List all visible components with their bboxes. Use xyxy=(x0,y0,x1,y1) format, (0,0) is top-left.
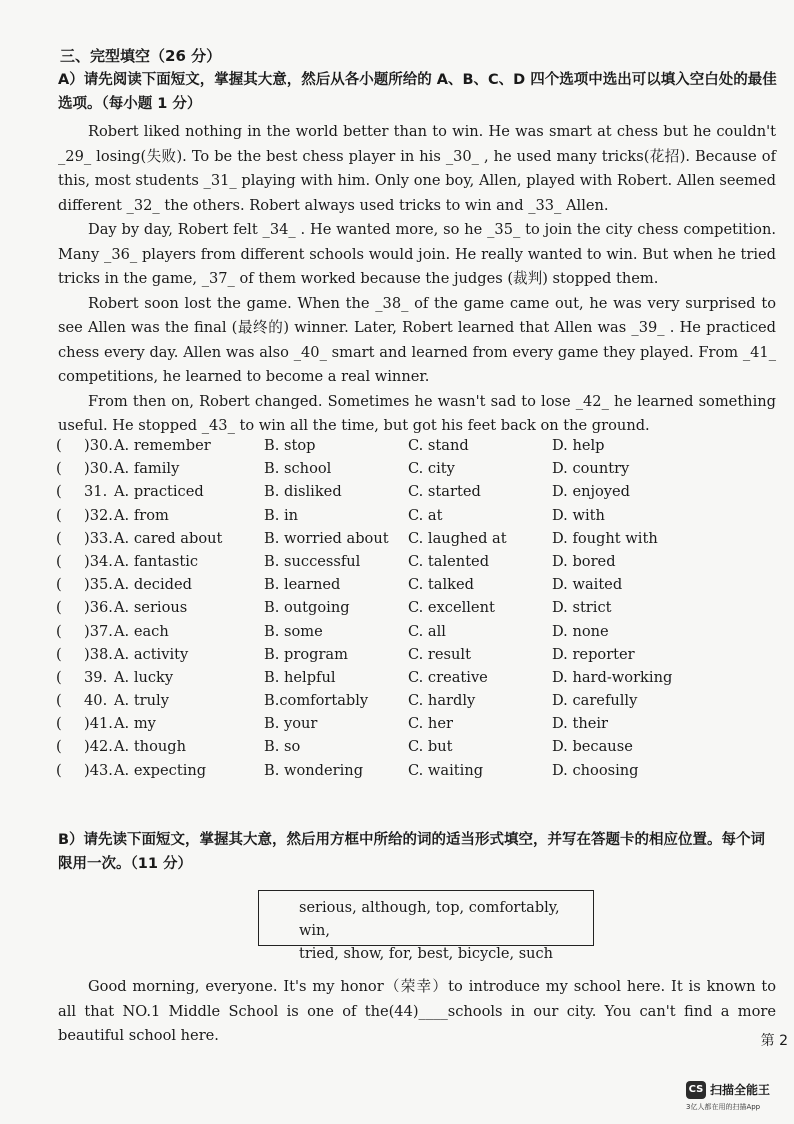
question-number: )41. xyxy=(84,715,113,733)
question-row xyxy=(56,437,776,460)
option-b: B. in xyxy=(264,506,299,524)
option-d: D. strict xyxy=(552,599,612,617)
page-marker: 第 2 xyxy=(760,1033,788,1049)
word-box-line: tried, show, for, best, bicycle, such xyxy=(299,946,553,962)
option-d: D. country xyxy=(552,460,630,478)
option-b: B. disliked xyxy=(264,483,342,501)
answer-bracket: ( xyxy=(56,715,62,733)
option-a: A. my xyxy=(114,715,156,733)
option-c: C. talked xyxy=(408,576,474,594)
option-c: C. hardly xyxy=(408,692,476,710)
option-d: D. because xyxy=(552,738,633,756)
option-b: B. outgoing xyxy=(264,599,350,617)
passage-paragraph: Day by day, Robert felt _34_ . He wanted more, so he _35_ to join the city chess competition. Many _36_ players from different schools would join. He really wanted to win. But when he tried tricks in the game, _37_ of them worked because the judges (裁判) stopped them. xyxy=(58,221,776,287)
option-b: B. school xyxy=(264,460,332,478)
answer-bracket: ( xyxy=(56,576,62,594)
option-a: A. decided xyxy=(114,576,192,594)
question-row xyxy=(56,460,776,483)
option-b: B. helpful xyxy=(264,668,336,686)
option-a: A. cared about xyxy=(114,529,223,547)
question-row xyxy=(56,738,776,761)
question-row xyxy=(56,692,776,715)
answer-bracket: ( xyxy=(56,668,62,686)
question-row xyxy=(56,646,776,669)
option-a: A. practiced xyxy=(114,483,204,501)
question-row xyxy=(56,762,776,785)
answer-bracket: ( xyxy=(56,622,62,640)
option-d: D. carefully xyxy=(552,692,638,710)
passage-paragraph: Robert liked nothing in the world better than to win. He was smart at chess but he couldn't _29_ losing(失败). To be the best chess player in his _30_ , he used many tricks(花招). Because of this, most students _31_ playing with him. Only one boy, Allen, played with Robert. Allen seemed different _32_ the others. Robert always used tricks to win and _33_ Allen. xyxy=(58,123,776,214)
question-number: )30. xyxy=(84,460,113,478)
option-c: C. excellent xyxy=(408,599,495,617)
answer-bracket: ( xyxy=(56,529,62,547)
part-a-passage xyxy=(58,120,776,439)
option-d: D. fought with xyxy=(552,529,658,547)
option-a: A. serious xyxy=(114,599,188,617)
question-number: )33. xyxy=(84,529,113,547)
question-row xyxy=(56,530,776,553)
option-a: A. remember xyxy=(114,437,211,454)
question-number: 31. xyxy=(84,483,108,501)
question-number: )35. xyxy=(84,576,113,594)
question-number: )43. xyxy=(84,761,113,779)
option-d: D. waited xyxy=(552,576,623,594)
option-d: D. help xyxy=(552,437,605,454)
option-c: C. stand xyxy=(408,437,469,454)
option-a: A. activity xyxy=(114,645,189,663)
option-c: C. all xyxy=(408,622,446,640)
option-a: A. family xyxy=(114,460,180,478)
scanner-logo-icon: CS xyxy=(686,1081,706,1099)
question-row xyxy=(56,507,776,530)
part-b-passage xyxy=(58,975,776,1049)
option-b: B. learned xyxy=(264,576,341,594)
passage-paragraph: From then on, Robert changed. Sometimes he wasn't sad to lose _42_ he learned something useful. He stopped _43_ to win all the time, but got his feet back on the ground. xyxy=(58,392,776,434)
question-number: )36. xyxy=(84,599,113,617)
option-a: A. lucky xyxy=(114,668,174,686)
option-c: C. her xyxy=(408,715,453,733)
option-c: C. city xyxy=(408,460,455,478)
option-d: D. none xyxy=(552,622,609,640)
answer-bracket: ( xyxy=(56,692,62,710)
answer-bracket: ( xyxy=(56,645,62,663)
option-d: D. hard-working xyxy=(552,668,673,686)
option-b: B.comfortably xyxy=(264,692,369,710)
option-c: C. started xyxy=(408,483,481,501)
option-a: A. though xyxy=(114,738,187,756)
answer-bracket: ( xyxy=(56,738,62,756)
option-b: B. successful xyxy=(264,552,361,570)
scanner-name: 扫描全能王 xyxy=(710,1083,771,1097)
question-number: )30. xyxy=(84,437,113,454)
option-b: B. your xyxy=(264,715,318,733)
part-a-instruction: A）请先阅读下面短文，掌握其大意，然后从各小题所给的 A、B、C、D 四个选项中选出可以填入空白处的最佳选项。（每小题 1 分） xyxy=(58,72,777,112)
option-c: C. but xyxy=(408,738,453,756)
question-row xyxy=(56,715,776,738)
question-number: 39. xyxy=(84,668,108,686)
question-row xyxy=(56,599,776,622)
option-d: D. with xyxy=(552,506,605,524)
option-a: A. each xyxy=(114,622,169,640)
answer-bracket: ( xyxy=(56,483,62,501)
scanner-tagline: 3亿人都在用的扫描App xyxy=(686,1103,761,1111)
option-c: C. creative xyxy=(408,668,488,686)
answer-bracket: ( xyxy=(56,552,62,570)
answer-bracket: ( xyxy=(56,437,62,454)
option-b: B. worried about xyxy=(264,529,389,547)
option-b: B. wondering xyxy=(264,761,364,779)
passage-paragraph: Robert soon lost the game. When the _38_ of the game came out, he was very surprised to see Allen was the final (最终的) winner. Later, Robert learned that Allen was _39_ . He practiced chess every day. Allen was also _40_ smart and learned from every game they played. From _41_ competitions, he learned to become a real winner. xyxy=(58,294,776,385)
option-b: B. stop xyxy=(264,437,316,454)
option-d: D. bored xyxy=(552,552,616,570)
answer-bracket: ( xyxy=(56,460,62,478)
option-a: A. expecting xyxy=(114,761,207,779)
option-b: B. some xyxy=(264,622,323,640)
option-d: D. enjoyed xyxy=(552,483,631,501)
word-box xyxy=(258,890,594,962)
answer-bracket: ( xyxy=(56,761,62,779)
passage-paragraph: Good morning, everyone. It's my honor（荣幸）to introduce my school here. It is known to all that NO.1 Middle School is one of the(44)____schools in our city. You can't find a more beautiful school here. xyxy=(58,978,776,1044)
option-d: D. reporter xyxy=(552,645,635,663)
option-a: A. truly xyxy=(114,692,169,710)
question-number: )38. xyxy=(84,645,113,663)
options-list xyxy=(56,437,776,785)
question-number: )32. xyxy=(84,506,113,524)
option-b: B. so xyxy=(264,738,301,756)
option-c: C. talented xyxy=(408,552,490,570)
answer-bracket: ( xyxy=(56,599,62,617)
option-b: B. program xyxy=(264,645,348,663)
word-box-line: serious, although, top, comfortably, win, xyxy=(299,900,560,939)
question-number: )37. xyxy=(84,622,113,640)
question-row xyxy=(56,576,776,599)
question-row xyxy=(56,669,776,692)
option-c: C. waiting xyxy=(408,761,484,779)
option-c: C. result xyxy=(408,645,471,663)
option-d: D. their xyxy=(552,715,609,733)
option-d: D. choosing xyxy=(552,761,639,779)
option-a: A. fantastic xyxy=(114,552,199,570)
question-number: 40. xyxy=(84,692,108,710)
answer-bracket: ( xyxy=(56,506,62,524)
question-number: )42. xyxy=(84,738,113,756)
option-c: C. laughed at xyxy=(408,529,507,547)
section-title: 三、完型填空（26 分） xyxy=(60,47,222,65)
question-row xyxy=(56,483,776,506)
question-row xyxy=(56,623,776,646)
option-c: C. at xyxy=(408,506,443,524)
part-b-instruction: B）请先读下面短文，掌握其大意，然后用方框中所给的词的适当形式填空，并写在答题卡的相应位置。每个词限用一次。（11 分） xyxy=(58,832,766,872)
question-row xyxy=(56,553,776,576)
option-a: A. from xyxy=(114,506,169,524)
question-number: )34. xyxy=(84,552,113,570)
